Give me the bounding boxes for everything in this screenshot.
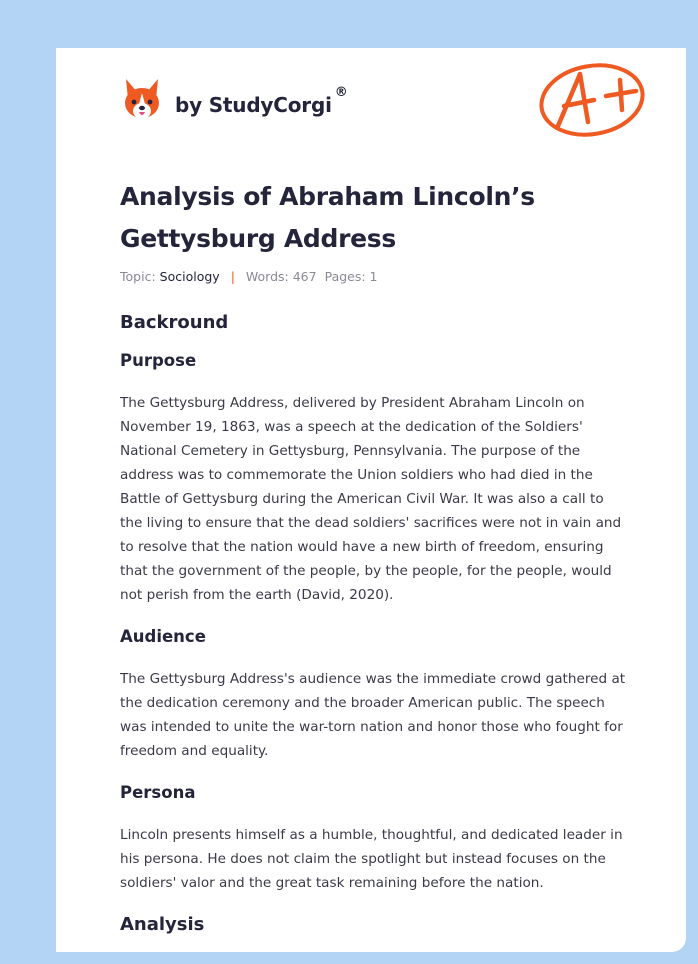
brand-name: by StudyCorgi® [175,85,348,117]
heading-analysis: Analysis [120,914,205,935]
topic-label: Topic: [120,269,156,284]
heading-purpose: Purpose [120,351,197,370]
document-meta [120,269,378,284]
word-count: Words: 467 [245,269,317,284]
registered-mark: ® [334,85,348,100]
heading-persona: Persona [120,783,196,802]
paragraph-purpose: The Gettysburg Address, delivered by President Abraham Lincoln on November 19, 1863, was a speech at the dedication of the Soldiers' National Cemetery in Gettysburg, Pennsylvania. The purpose of the address was to commemorate the Union soldiers who had died in the Battle of Gettysburg during the American Civil War. It was also a call to the living to ensure that the dead soldiers' sacrifices were not in vain and to resolve that the nation would have a new birth of freedom, ensuring that the government of the people, by the people, for the people, would not perish from the earth (David, 2020). [120,395,622,603]
grade-a-plus-icon [538,60,648,140]
heading-backround: Backround [120,312,229,333]
document-page [56,48,686,952]
meta-separator: | [230,269,235,284]
brand-header [122,76,348,122]
page-title: Analysis of Abraham Lincoln’s Gettysburg Address [120,182,535,253]
heading-audience: Audience [120,627,206,646]
page-count: Pages: 1 [324,269,378,284]
paragraph-persona: Lincoln presents himself as a humble, thoughtful, and dedicated leader in his persona. He does not claim the spotlight but instead focuses on the soldiers' valor and the great task remaining before the nation. [120,827,623,891]
topic-link[interactable]: Sociology [159,269,220,284]
paragraph-audience: The Gettysburg Address's audience was the immediate crowd gathered at the dedication ceremony and the broader American public. The speech was intended to unite the war-torn nation and honor those who fought for freedom and equality. [120,671,626,759]
corgi-logo-icon [122,77,162,121]
